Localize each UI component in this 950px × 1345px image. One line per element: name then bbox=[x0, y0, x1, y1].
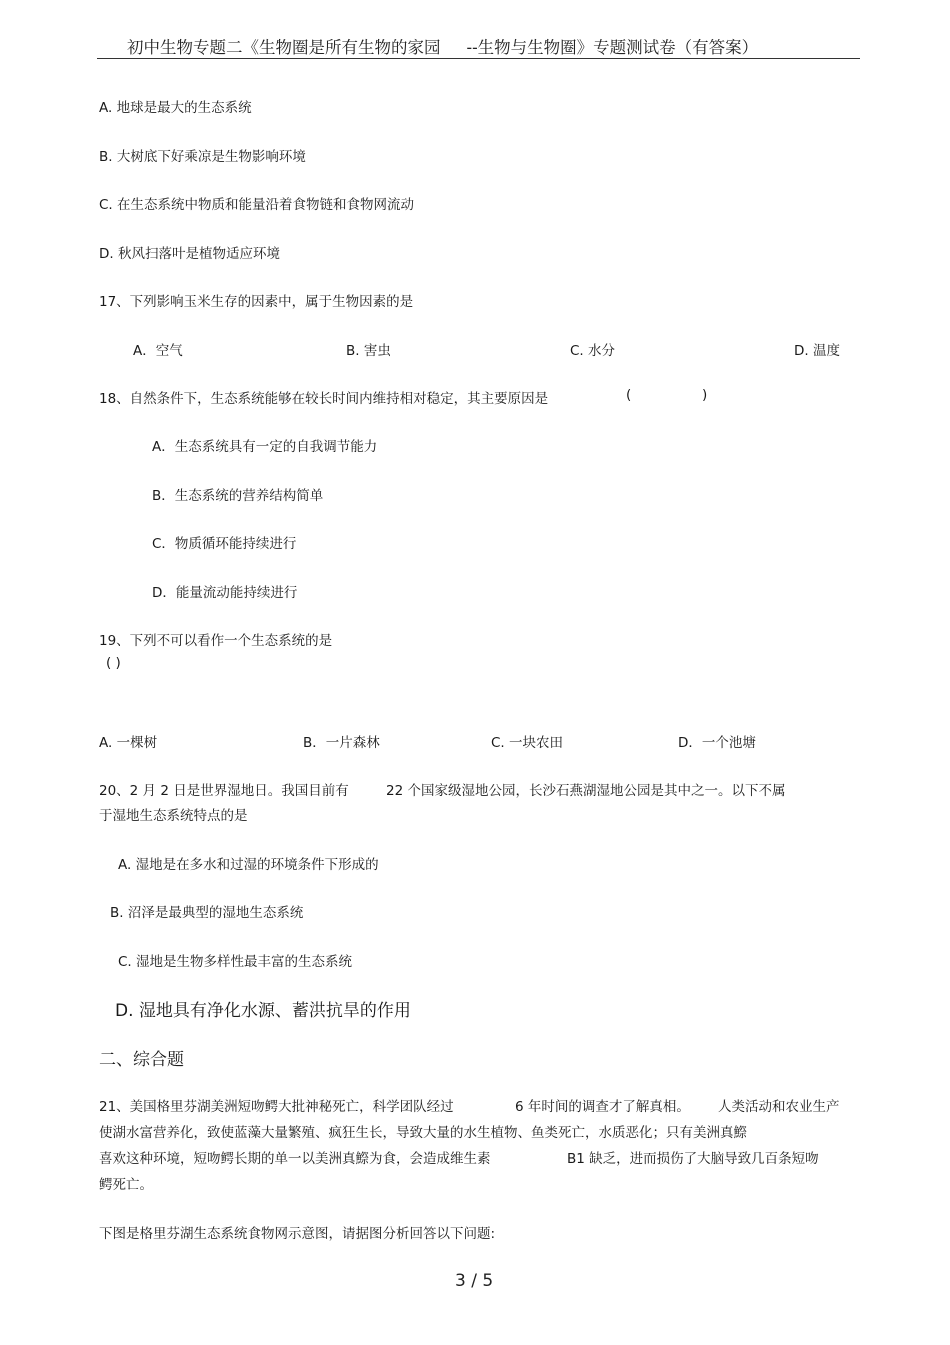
q21-line1-a: 21、美国格里芬湖美洲短吻鳄大批神秘死亡，科学团队经过 bbox=[99, 1099, 454, 1115]
q17-option-a: A．空气 bbox=[133, 343, 183, 359]
header-title-part1: 初中生物专题二《生物圈是所有生物的家园 bbox=[127, 38, 441, 57]
q19-option-c: C. 一块农田 bbox=[491, 735, 564, 751]
section-title: 二、综合题 bbox=[99, 1050, 184, 1070]
q20-option-c: C. 湿地是生物多样性最丰富的生态系统 bbox=[118, 954, 353, 970]
q18-option-c: C．物质循环能持续进行 bbox=[152, 536, 297, 552]
q20-stem-line2: 于湿地生态系统特点的是 bbox=[99, 808, 248, 824]
q16-option-c: C. 在生态系统中物质和能量沿着食物链和食物网流动 bbox=[99, 197, 415, 213]
q16-option-b: B. 大树底下好乘凉是生物影响环境 bbox=[99, 149, 306, 165]
page-header bbox=[127, 34, 758, 58]
q20-option-b: B. 沼泽是最典型的湿地生态系统 bbox=[110, 905, 304, 921]
q18-bracket-close: ) bbox=[702, 387, 708, 403]
q20-stem-line1-b: 22 个国家级湿地公园，长沙石燕湖湿地公园是其中之一。以下不属 bbox=[386, 783, 786, 799]
q17-option-d: D. 温度 bbox=[794, 343, 840, 359]
q17-option-b: B. 害虫 bbox=[346, 343, 391, 359]
q18-option-a: A．生态系统具有一定的自我调节能力 bbox=[152, 439, 378, 455]
q20-option-d: D. 湿地具有净化水源、蓄洪抗旱的作用 bbox=[115, 1001, 411, 1021]
page-number: 3 / 5 bbox=[455, 1271, 494, 1291]
header-title-part2: --生物与生物圈》专题测试卷（有答案） bbox=[466, 38, 759, 57]
q17-stem: 17、下列影响玉米生存的因素中，属于生物因素的是 bbox=[99, 294, 414, 310]
q18-option-d: D．能量流动能持续进行 bbox=[152, 585, 298, 601]
q18-option-b: B．生态系统的营养结构简单 bbox=[152, 488, 324, 504]
q17-option-c: C. 水分 bbox=[570, 343, 616, 359]
q16-option-d: D. 秋风扫落叶是植物适应环境 bbox=[99, 246, 280, 262]
q18-stem: 18、自然条件下，生态系统能够在较长时间内维持相对稳定，其主要原因是 bbox=[99, 391, 549, 407]
q21-line3-b: B1 缺乏，进而损伤了大脑导致几百条短吻 bbox=[567, 1151, 819, 1167]
q19-option-a: A. 一棵树 bbox=[99, 735, 158, 751]
q16-option-a: A. 地球是最大的生态系统 bbox=[99, 100, 252, 116]
q18-bracket-open: ( bbox=[626, 387, 632, 403]
q21-line1-b: 6 年时间的调查才了解真相。 bbox=[515, 1099, 690, 1115]
q21-line4: 鳄死亡。 bbox=[99, 1177, 153, 1193]
q20-stem-line1-a: 20、2 月 2 日是世界湿地日。我国目前有 bbox=[99, 783, 349, 799]
q19-bracket: ( ) bbox=[106, 655, 121, 671]
q19-stem: 19、下列不可以看作一个生态系统的是 bbox=[99, 633, 333, 649]
q21-line2: 使湖水富营养化，致使蓝藻大量繁殖、疯狂生长，导致大量的水生植物、鱼类死亡，水质恶化；只有美洲真鰶 bbox=[99, 1125, 747, 1141]
q21-line1-c: 人类活动和农业生产 bbox=[718, 1099, 840, 1115]
header-rule bbox=[97, 58, 860, 59]
q21-line3-a: 喜欢这种环境，短吻鳄长期的单一以美洲真鰶为食，会造成维生素 bbox=[99, 1151, 491, 1167]
q19-option-d: D．一个池塘 bbox=[678, 735, 756, 751]
q20-option-a: A. 湿地是在多水和过湿的环境条件下形成的 bbox=[118, 857, 379, 873]
q21-prompt: 下图是格里芬湖生态系统食物网示意图，请据图分析回答以下问题: bbox=[99, 1226, 496, 1242]
q19-option-b: B．一片森林 bbox=[303, 735, 380, 751]
